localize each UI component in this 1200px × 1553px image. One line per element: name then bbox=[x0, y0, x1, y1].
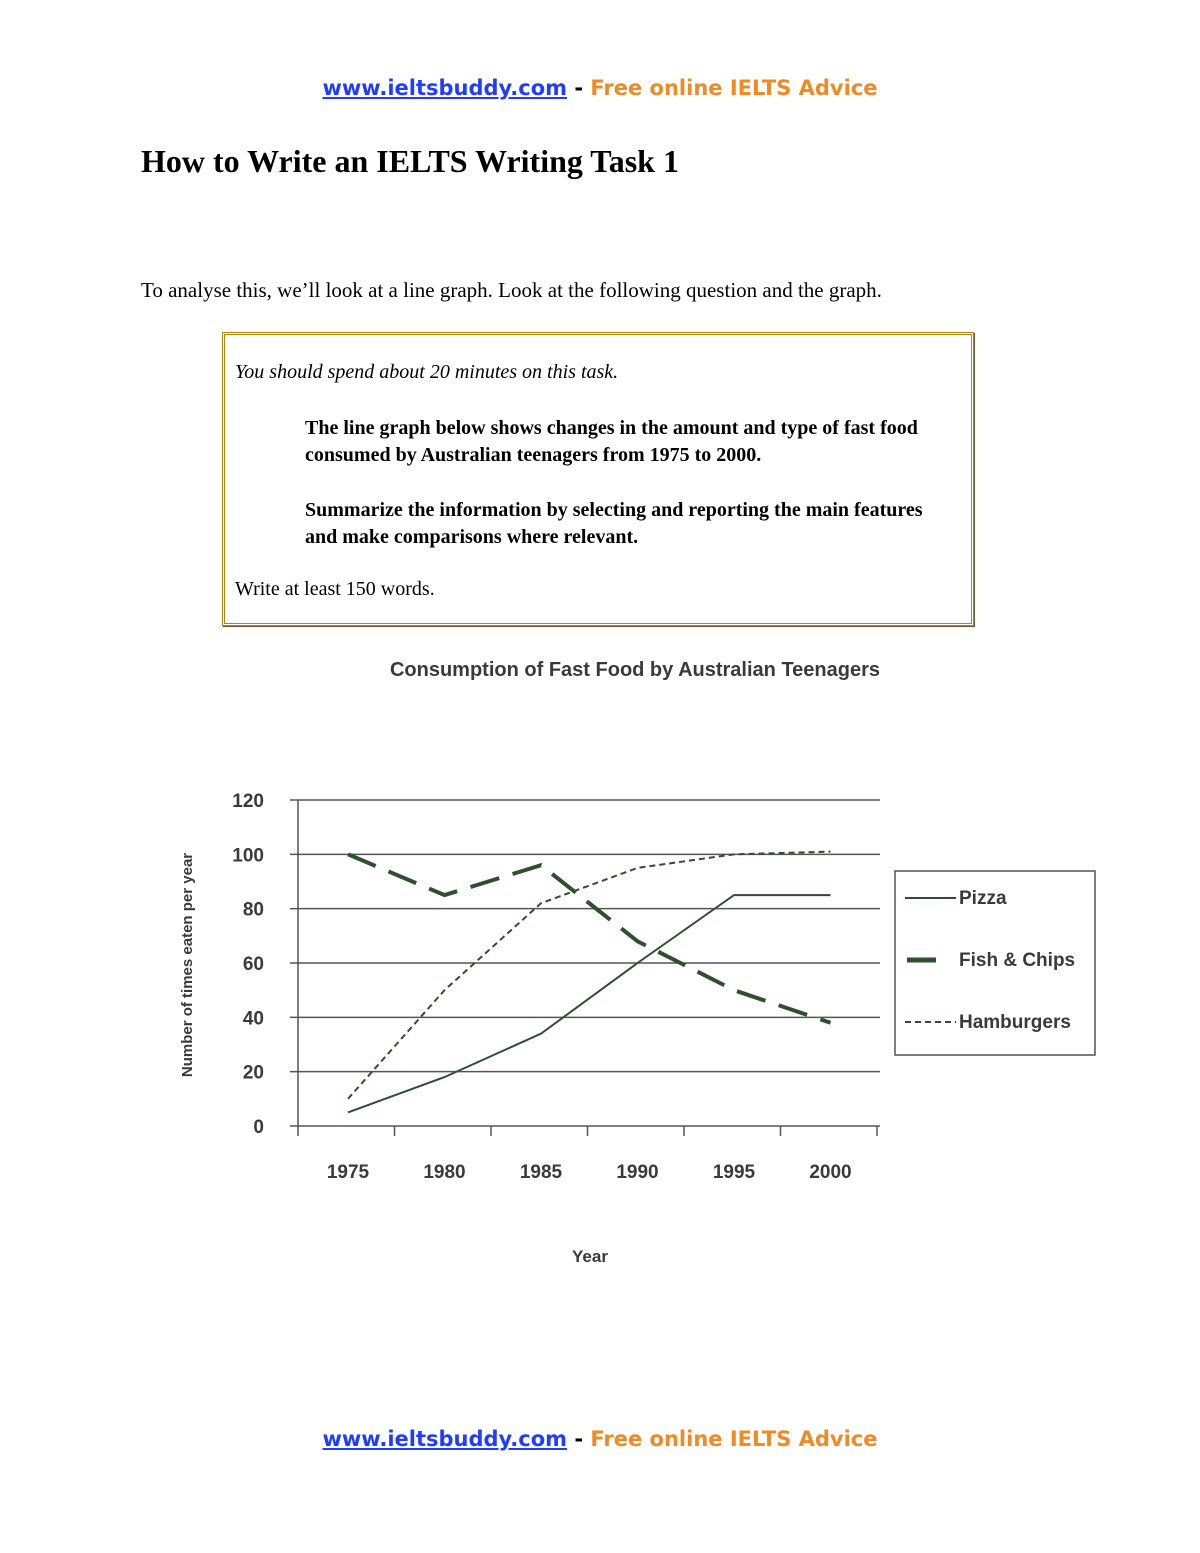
y-tick-label: 0 bbox=[253, 1117, 264, 1138]
page-header bbox=[0, 76, 1200, 100]
header-tagline: Free online IELTS Advice bbox=[590, 76, 878, 100]
task-word-count: Write at least 150 words. bbox=[235, 578, 435, 600]
intro-text: To analyse this, we’ll look at a line graph. Look at the following question and the graph. bbox=[141, 278, 882, 302]
legend-label: Hamburgers bbox=[959, 1012, 1071, 1033]
chart-title: Consumption of Fast Food by Australian Teenagers bbox=[389, 659, 881, 681]
page-footer bbox=[0, 1427, 1200, 1451]
task-prompt-instruction: Summarize the information by selecting and reporting the main features and make comparisons where relevant. bbox=[305, 499, 923, 548]
site-link[interactable]: www.ieltsbuddy.com bbox=[322, 76, 568, 100]
gridlines bbox=[298, 800, 880, 1072]
task-prompt-description: The line graph below shows changes in the amount and type of fast food consumed by Australian teenagers from 1975 to 2000. bbox=[305, 417, 918, 466]
y-tick-label: 20 bbox=[242, 1062, 264, 1084]
x-tick-label: 1985 bbox=[519, 1162, 563, 1183]
series-line-hamburgers bbox=[348, 852, 831, 1099]
legend-label: Fish & Chips bbox=[959, 950, 1076, 971]
legend-label: Pizza bbox=[959, 888, 1007, 909]
x-axis-label: Year bbox=[572, 1247, 608, 1266]
fast-food-line-chart bbox=[0, 640, 1200, 1280]
y-tick-label: 80 bbox=[242, 899, 264, 921]
x-tick-label: 1975 bbox=[326, 1162, 370, 1183]
footer-tagline: Free online IELTS Advice bbox=[590, 1427, 878, 1451]
series-line-pizza bbox=[348, 895, 831, 1112]
x-tick-label: 1995 bbox=[712, 1162, 756, 1183]
footer-separator: - bbox=[574, 1427, 584, 1451]
y-tick-label: 60 bbox=[242, 954, 264, 975]
task-box bbox=[222, 332, 974, 626]
task-time: You should spend about 20 minutes on this task. bbox=[235, 361, 619, 383]
document-title: How to Write an IELTS Writing Task 1 bbox=[141, 143, 679, 179]
y-axis-label: Number of times eaten per year bbox=[179, 852, 196, 1078]
x-tick-label: 1980 bbox=[423, 1162, 466, 1183]
x-tick-label: 1990 bbox=[616, 1162, 659, 1183]
y-tick-label: 100 bbox=[232, 845, 264, 867]
axes bbox=[232, 791, 880, 1183]
footer-site-link[interactable]: www.ieltsbuddy.com bbox=[322, 1427, 568, 1451]
header-separator: - bbox=[574, 76, 584, 100]
y-tick-label: 40 bbox=[242, 1008, 264, 1030]
series-lines bbox=[348, 852, 831, 1113]
y-tick-label: 120 bbox=[232, 791, 264, 812]
legend bbox=[895, 871, 1095, 1055]
x-tick-label: 2000 bbox=[809, 1162, 852, 1183]
